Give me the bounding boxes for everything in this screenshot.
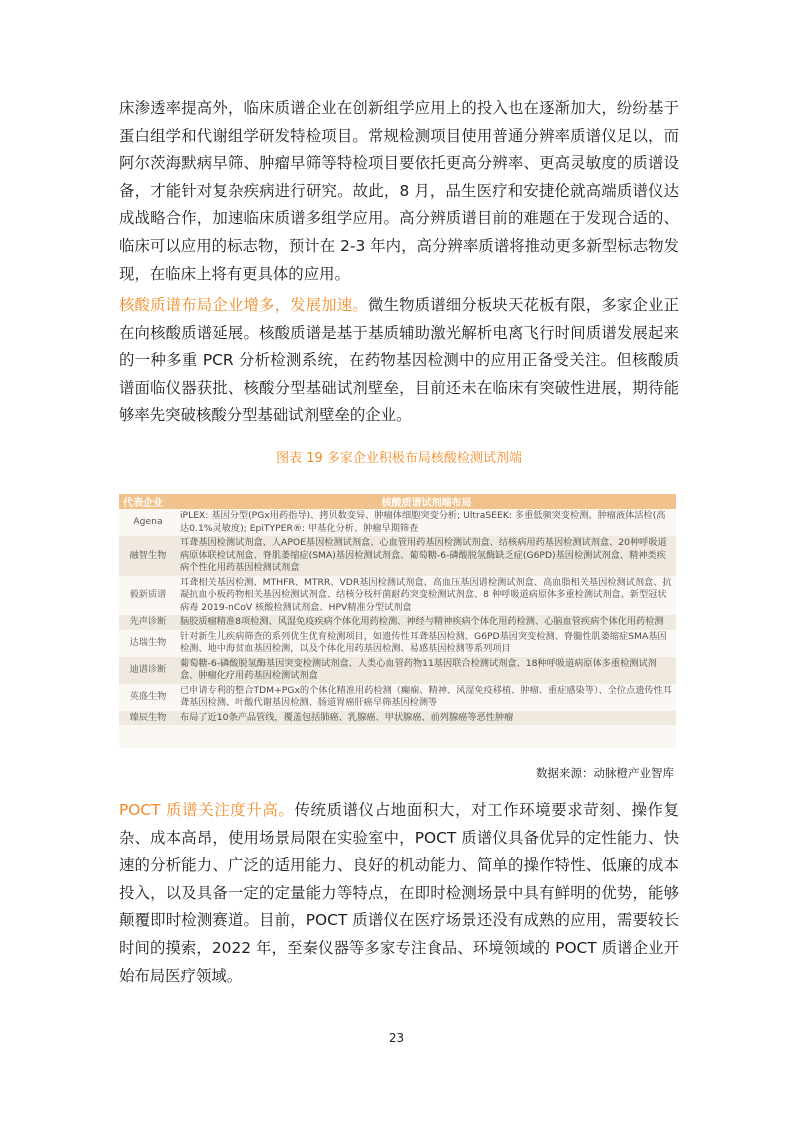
company-name: 毅新质谱	[129, 589, 167, 600]
table-row	[119, 657, 676, 684]
company-products: 耳聋基因检测试剂盒、人APOE基因检测试剂盒、心血管用药基因检测试剂盒、结核病用药基因检测试剂盒、20种呼吸道病原体联检试剂盒、脊肌萎缩症(SMA)基因检测试剂盒、葡萄糖-6-磷酸脱氢酶缺乏症(G6PD)基因检测试剂盒、精神类疾病个性化用药基因检测试剂盒	[177, 536, 676, 576]
table-row	[119, 615, 676, 630]
company-name: 迪谱诊断	[119, 657, 177, 684]
figure-caption: 图表 19 多家企业积极布局核酸检测试剂端	[276, 451, 522, 466]
company-products: 布局了近10条产品管线，覆盖包括肺癌、乳腺癌、甲状腺癌、前列腺癌等恶性肿瘤	[177, 711, 676, 726]
header-layout: 核酸质谱试剂端布局	[177, 494, 676, 509]
company-name: 融智生物	[119, 536, 177, 576]
company-products: iPLEX: 基因分型(PGx用药指导)、拷贝数变异、肿瘤体细胞突变分析; UltraSEEK: 多重低频突变检测、肿瘤液体活检(高达0.1%灵敏度); EpiTYPER®: 甲基化分析、肿瘤早期筛查	[180, 510, 666, 534]
paragraph-lead: POCT 质谱关注度升高。	[119, 801, 295, 819]
company-products: 耳聋相关基因检测、MTHFR、MTRR、VDR基因检测试剂盒、高血压基因谱检测试剂盒、高血脂相关基因检测试剂盒、抗凝抗血小板药物相关基因检测试剂盒、结核分枝杆菌耐药突变检测试剂盒、8 种呼吸道病原体多重检测试剂盒、新型冠状病毒 2019-nCoV 核酸检测试剂盒、HPV精准分型试剂盒	[180, 576, 672, 613]
paragraph-text: 传统质谱仪占地面积大，对工作环境要求苛刻、操作复杂、成本高昂，使用场景局限在实验室中，POCT 质谱仪具备优异的定性能力、快速的分析能力、广泛的适用能力、良好的机动能力、简单的操作特性、低廉的成本投入，以及具备一定的定量能力等特点，在即时检测场景中具有鲜明的优势，能够颠覆即时检测赛道。目前，POCT 质谱仪在医疗场景还没有成熟的应用，需要较长时间的摸索，2022 年，至秦仪器等多家专注食品、环境领域的 POCT 质谱企业开始布局医疗领域。	[119, 801, 679, 985]
company-name: 先声诊断	[119, 615, 177, 630]
paragraph-lead: 核酸质谱布局企业增多，发展加速。	[119, 296, 368, 314]
company-name: 臻辰生物	[119, 711, 177, 726]
figure-table	[119, 494, 676, 748]
page-number: 23	[388, 1031, 405, 1045]
company-name: Agena	[133, 516, 163, 528]
company-products: 已申请专利的整合TDM+PGx的个体化精准用药检测（癫痫、精神、风湿免疫移植、肿瘤、重症感染等）、全位点遗传性耳聋基因检测、叶酸代谢基因检测、肠道胃癌肝癌早筛基因检测等	[180, 684, 672, 708]
table-row	[119, 536, 676, 576]
table-header-row	[119, 494, 676, 509]
paragraph-text: 床渗透率提高外，临床质谱企业在创新组学应用上的投入也在逐渐加大，纷纷基于蛋白组学和代谢组学研发特检项目。常规检测项目使用普通分辨率质谱仪足以，而阿尔茨海默病早筛、肿瘤早筛等特检项目要依托更高分辨率、更高灵敏度的质谱设备，才能针对复杂疾病进行研究。故此，8 月，品生医疗和安捷伦就高端质谱仪达成战略合作，加速临床质谱多组学应用。高分辨质谱目前的难题在于发现合适的、临床可以应用的标志物，预计在 2-3 年内，高分辨率质谱将推动更多新型标志物发现，在临床上将有更具体的应用。	[119, 99, 679, 283]
company-products: 针对新生儿疾病筛查的系列优生优育检测项目，如遗传性耳聋基因检测、G6PD基因突变检测、脊髓性肌萎缩症SMA基因检测、地中海贫血基因检测，以及个体化用药基因检测、易感基因检测等系列项目	[180, 630, 667, 654]
paragraph-poct-ms	[119, 797, 679, 990]
table-row	[119, 630, 676, 657]
company-name: 英盛生物	[129, 690, 167, 702]
paragraph-text: 微生物质谱细分板块天花板有限，多家企业正在向核酸质谱延展。核酸质谱是基于基质辅助激光解析电离飞行时间质谱发展起来的一种多重 PCR 分析检测系统，在药物基因检测中的应用正备受关注。但核酸质谱面临仪器获批、核酸分型基础试剂壁垒，目前还未在临床有突破性进展，期待能够率先突破核酸分型基础试剂壁垒的企业。	[119, 296, 679, 425]
company-name: 达瑞生物	[129, 636, 167, 648]
table-row	[119, 509, 676, 536]
company-table	[119, 494, 676, 725]
company-products: 脑胶质瘤精准8项检测、风湿免疫疾病个体化用药检测、神经与精神疾病个体化用药检测、心脑血管疾病个体化用药检测	[177, 615, 676, 630]
paragraph-nucleic-acid-ms	[119, 292, 679, 430]
company-products: 葡萄糖-6-磷酸脱氢酶基因突变检测试剂盒、人类心血管药物11基因联合检测试剂盒、18种呼吸道病原体多重检测试剂盒、肿瘤化疗用药基因检测试剂盒	[177, 657, 676, 684]
data-source: 数据来源：动脉橙产业智库	[536, 766, 674, 780]
table-row	[119, 684, 676, 711]
header-company: 代表企业	[119, 494, 177, 509]
table-row	[119, 711, 676, 726]
paragraph-mass-spec-omics	[119, 95, 679, 288]
table-row	[119, 576, 676, 616]
